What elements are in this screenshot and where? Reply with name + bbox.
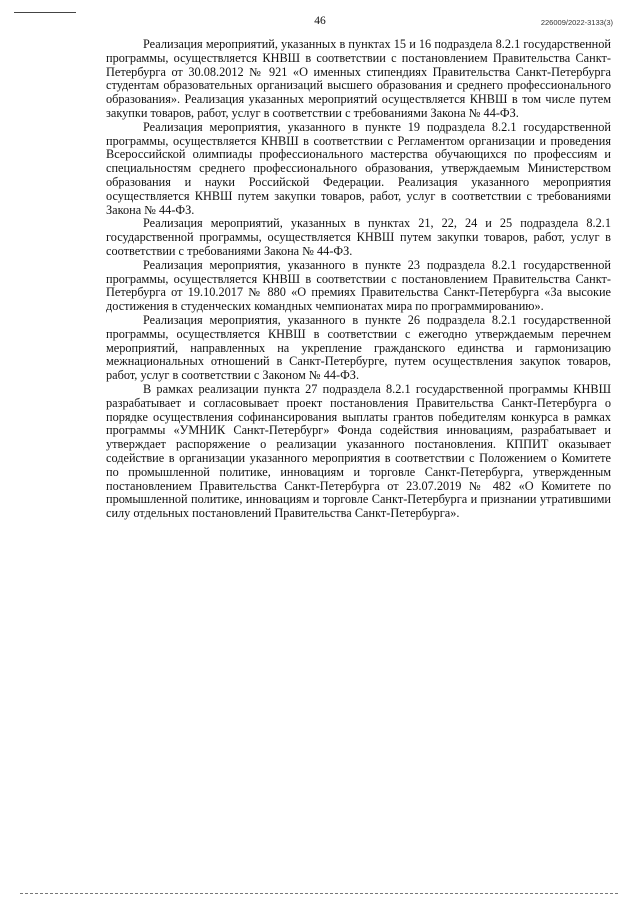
page-number: 46 <box>314 15 326 27</box>
paragraph-item-26: Реализация мероприятия, указанного в пункте 26 подраздела 8.2.1 государственной программы, осуществляется КНВШ в соответствии с ежегодно утверждаемым перечнем мероприятий, направленных на укрепление гражданского единства и гармонизацию межнациональных отношений в Санкт-Петербурге, путем осуществления закупок товаров, работ, услуг в соответствии с Законом № 44-ФЗ. <box>106 312 611 383</box>
paragraph-item-23: Реализация мероприятия, указанного в пункте 23 подраздела 8.2.1 государственной программы, осуществляется КНВШ в соответствии с постановлением Правительства Санкт-Петербурга от 19.10.2017 № 880 «О премиях Правительства Санкт-Петербурга «За высокие достижения в студенческих командных чемпионатах мира по программированию». <box>106 257 611 314</box>
top-left-rule <box>14 12 76 13</box>
paragraph-item-19: Реализация мероприятия, указанного в пункте 19 подраздела 8.2.1 государственной программы, осуществляется КНВШ в соответствии с Регламентом организации и проведения Всероссийской олимпиады профессионального мастерства обучающихся по профессиям и специальностям среднего профессионального образования, утверждаемым Министерством образования и науки Российской Федерации. Реализация указанного мероприятия осуществляется КНВШ путем закупки товаров, работ, услуг в соответствии с требованиями Закона № 44-ФЗ. <box>106 119 611 217</box>
document-body <box>106 38 611 521</box>
paragraph-items-21-25: Реализация мероприятий, указанных в пунктах 21, 22, 24 и 25 подраздела 8.2.1 государственной программы, осуществляется КНВШ путем закупки товаров, работ, услуг в соответствии с требованиями Закона № 44-ФЗ. <box>106 216 611 258</box>
document-id: 226009/2022-3133(3) <box>540 18 613 27</box>
bottom-scan-rule <box>20 893 618 894</box>
paragraph-items-15-16: Реализация мероприятий, указанных в пунктах 15 и 16 подраздела 8.2.1 государственной программы, осуществляется КНВШ в соответствии с постановлением Правительства Санкт-Петербурга от 30.08.2012 № 921 «О именных стипендиях Правительства Санкт-Петербурга студентам образовательных организаций высшего образования и среднего профессионального образования». Реализация указанных мероприятий осуществляется КНВШ в том числе путем закупки товаров, работ, услуг в соответствии с требованиями Закона № 44-ФЗ. <box>106 37 611 120</box>
paragraph-item-27: В рамках реализации пункта 27 подраздела 8.2.1 государственной программы КНВШ разрабатывает и согласовывает проект постановления Правительства Санкт-Петербурга о порядке осуществления софинансирования выплаты грантов победителям конкурса в рамках программы «УМНИК Санкт-Петербург» Фонда содействия инновациям, разрабатывает и утверждает распоряжение о реализации указанного постановления. КППИТ оказывает содействие в организации указанного мероприятия в соответствии с Положением о Комитете по промышленной политике, инновациям и торговле Санкт-Петербурга, утвержденным постановлением Правительства Санкт-Петербурга от 23.07.2019 № 482 «О Комитете по промышленной политике, инновациям и торговле Санкт-Петербурга и признании утратившими силу отдельных постановлений Правительства Санкт-Петербурга». <box>106 381 611 521</box>
